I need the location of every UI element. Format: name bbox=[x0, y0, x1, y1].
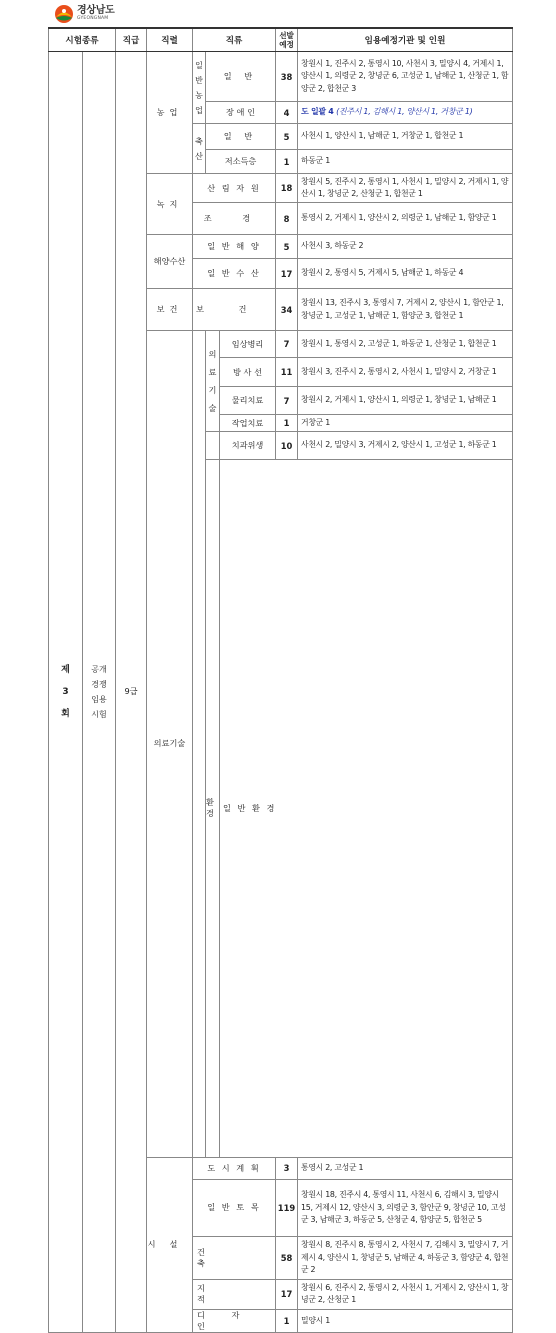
spacer-cell bbox=[193, 331, 206, 1158]
series-uiryo: 의료기술 bbox=[147, 331, 193, 1158]
job-cell: 조 경 bbox=[193, 203, 276, 235]
series-haeyang: 해양수산 bbox=[147, 235, 193, 289]
count-cell: 17 bbox=[276, 1279, 298, 1309]
job-cell: 디 자 인 bbox=[193, 1309, 276, 1332]
logo-name-en: GYEONGNAM bbox=[77, 16, 109, 22]
org-cell: 통영시 2, 고성군 1 bbox=[298, 1157, 513, 1179]
gyeongnam-logo bbox=[54, 4, 114, 24]
header-selection: 선발예정 bbox=[276, 28, 298, 52]
job-cell: 장 애 인 bbox=[206, 102, 276, 124]
job-cell: 일 반 토 목 bbox=[193, 1179, 276, 1236]
org-cell: 창원시 18, 진주시 4, 통영시 11, 사천시 6, 김해시 3, 밀양시 15, 거제시 12, 양산시 3, 의령군 3, 함안군 9, 창녕군 10, 고성군 3, 남해군 3, 하동군 5, 산청군 4, 함양군 5, 합천군 5 bbox=[298, 1179, 513, 1236]
count-cell: 38 bbox=[276, 52, 298, 102]
table-row bbox=[49, 52, 513, 102]
org-cell: 창원시 8, 진주시 8, 통영시 2, 사천시 7, 김해시 3, 밀양시 7, 거제시 4, 양산시 1, 창녕군 5, 남해군 4, 하동군 3, 함양군 4, 합천군 2 bbox=[298, 1236, 513, 1279]
org-cell: 창원시 2, 거제시 1, 양산시 1, 의령군 1, 창녕군 1, 남해군 1 bbox=[298, 387, 513, 415]
org-cell: 사천시 3, 하동군 2 bbox=[298, 235, 513, 259]
org-cell: 창원시 2, 통영시 5, 거제시 5, 남해군 1, 하동군 4 bbox=[298, 259, 513, 289]
series-bogeon: 보건 bbox=[147, 289, 193, 331]
job-cell: 일 반 환 경 bbox=[220, 460, 513, 1158]
job-cell: 일 반 bbox=[206, 52, 276, 102]
header-series: 직렬 bbox=[147, 28, 193, 52]
job-cell: 치과위생 bbox=[220, 432, 276, 460]
count-cell: 10 bbox=[276, 432, 298, 460]
job-cell: 임상병리 bbox=[220, 331, 276, 358]
count-cell: 34 bbox=[276, 289, 298, 331]
count-cell: 1 bbox=[276, 415, 298, 432]
job-cell: 도 시 계 획 bbox=[193, 1157, 276, 1179]
count-cell: 8 bbox=[276, 203, 298, 235]
job-cell: 저소득층 bbox=[206, 150, 276, 174]
logo-name-ko: 경상남도 bbox=[77, 5, 115, 17]
sub-chuksan: 축 산 bbox=[193, 124, 206, 174]
org-cell: 사천시 1, 양산시 1, 남해군 1, 거창군 1, 합천군 1 bbox=[298, 124, 513, 150]
exam-type: 공개 경쟁 임용 시험 bbox=[83, 52, 116, 1333]
job-cell: 물리치료 bbox=[220, 387, 276, 415]
count-cell: 119 bbox=[276, 1179, 298, 1236]
count-cell: 7 bbox=[276, 331, 298, 358]
job-cell: 지 적 bbox=[193, 1279, 276, 1309]
org-cell: 사천시 2, 밀양시 3, 거제시 2, 양산시 1, 고성군 1, 하동군 1 bbox=[298, 432, 513, 460]
org-cell: 거창군 1 bbox=[298, 415, 513, 432]
header-exam-type: 시험종류 bbox=[49, 28, 116, 52]
org-cell: 창원시 5, 진주시 2, 통영시 1, 사천시 1, 밀양시 2, 거제시 1, 양산시 1, 창녕군 2, 산청군 1, 합천군 1 bbox=[298, 174, 513, 203]
count-cell: 1 bbox=[276, 1309, 298, 1332]
job-cell: 방 사 선 bbox=[220, 358, 276, 387]
job-cell: 작업치료 bbox=[220, 415, 276, 432]
org-cell: 도 일괄 4 (진주시 1, 김해시 1, 양산시 1, 거창군 1) bbox=[298, 102, 513, 124]
gyeongnam-emblem-icon bbox=[54, 4, 74, 24]
job-cell: 일 반 해 양 bbox=[193, 235, 276, 259]
org-cell: 밀양시 1 bbox=[298, 1309, 513, 1332]
series-nongup: 농업 bbox=[147, 52, 193, 174]
exam-schedule-table bbox=[48, 27, 513, 1333]
sub-uiryo: 의 료 기 술 bbox=[206, 331, 220, 432]
header-grade: 직급 bbox=[116, 28, 147, 52]
exam-round: 제 3 회 bbox=[49, 52, 83, 1333]
series-siseol: 시설 bbox=[147, 1157, 193, 1332]
job-cell: 일 반 수 산 bbox=[193, 259, 276, 289]
count-cell: 58 bbox=[276, 1236, 298, 1279]
org-cell: 창원시 1, 통영시 2, 고성군 1, 하동군 1, 산청군 1, 합천군 1 bbox=[298, 331, 513, 358]
series-nokji: 녹지 bbox=[147, 174, 193, 235]
job-cell: 건 축 bbox=[193, 1236, 276, 1279]
spacer-cell bbox=[206, 432, 220, 460]
count-cell: 11 bbox=[276, 358, 298, 387]
sub-ilban-nongup: 일 반 농 업 bbox=[193, 52, 206, 124]
org-cell: 창원시 1, 진주시 2, 통영시 10, 사천시 3, 밀양시 4, 거제시 1, 양산시 1, 의령군 2, 창녕군 6, 고성군 1, 남해군 1, 산청군 1, 함양군 2, 합천군 3 bbox=[298, 52, 513, 102]
count-cell: 7 bbox=[276, 387, 298, 415]
header-job: 직류 bbox=[193, 28, 276, 52]
count-cell: 3 bbox=[276, 1157, 298, 1179]
job-cell: 보 건 bbox=[193, 289, 276, 331]
org-cell: 창원시 3, 진주시 2, 통영시 2, 사천시 1, 밀양시 2, 거창군 1 bbox=[298, 358, 513, 387]
grade-cell: 9급 bbox=[116, 52, 147, 1333]
count-cell: 18 bbox=[276, 174, 298, 203]
org-cell: 하동군 1 bbox=[298, 150, 513, 174]
count-cell: 5 bbox=[276, 235, 298, 259]
header-organization: 임용예정기관 및 인원 bbox=[298, 28, 513, 52]
org-cell: 통영시 2, 거제시 1, 양산시 2, 의령군 1, 남해군 1, 함양군 1 bbox=[298, 203, 513, 235]
org-cell: 창원시 13, 진주시 3, 통영시 7, 거제시 2, 양산시 1, 함안군 1, 창녕군 1, 고성군 1, 남해군 1, 함양군 3, 합천군 1 bbox=[298, 289, 513, 331]
series-hwangyeong: 환경 bbox=[206, 460, 220, 1158]
count-cell: 5 bbox=[276, 124, 298, 150]
job-cell: 일 반 bbox=[206, 124, 276, 150]
header-row bbox=[49, 28, 513, 52]
count-cell: 4 bbox=[276, 102, 298, 124]
count-cell: 1 bbox=[276, 150, 298, 174]
count-cell: 17 bbox=[276, 259, 298, 289]
org-cell: 창원시 6, 진주시 2, 통영시 2, 사천시 1, 거제시 2, 양산시 1, 창녕군 2, 산청군 1 bbox=[298, 1279, 513, 1309]
job-cell: 산 림 자 원 bbox=[193, 174, 276, 203]
